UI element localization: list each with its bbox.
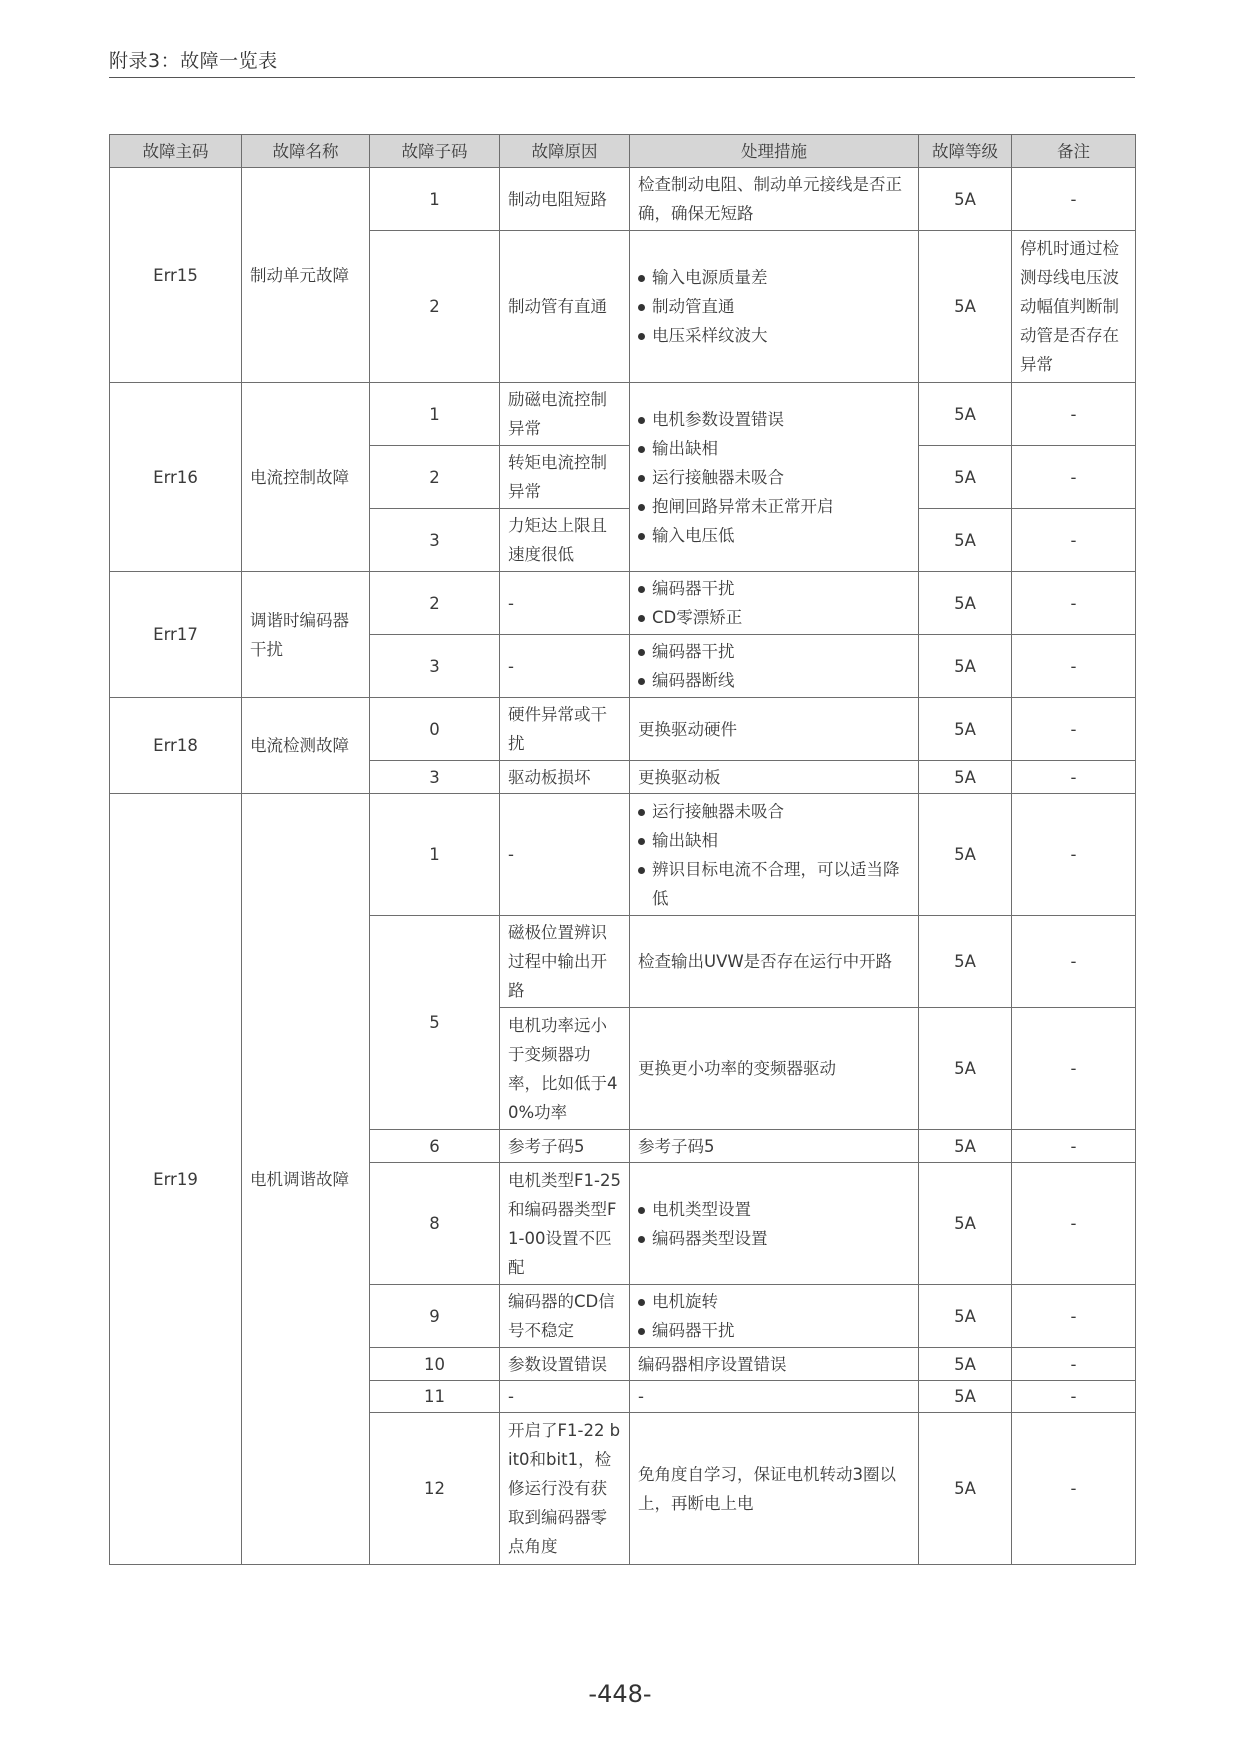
fault-cause: 参考子码5 xyxy=(500,1130,630,1163)
fault-sub-code: 2 xyxy=(370,572,500,635)
fault-sub-code: 8 xyxy=(370,1163,500,1285)
fault-sub-code: 11 xyxy=(370,1381,500,1413)
measure-item: 电压采样纹波大 xyxy=(638,321,910,350)
table-row xyxy=(110,572,1136,635)
measure-item: 输出缺相 xyxy=(638,826,910,855)
table-row xyxy=(110,383,1136,446)
fault-cause: 硬件异常或干扰 xyxy=(500,698,630,761)
fault-table xyxy=(109,134,1136,1565)
fault-sub-code: 12 xyxy=(370,1413,500,1565)
fault-remark: - xyxy=(1012,1163,1136,1285)
fault-measure: 更换驱动硬件 xyxy=(630,698,919,761)
fault-remark: - xyxy=(1012,761,1136,794)
fault-cause: - xyxy=(500,794,630,916)
fault-cause: 编码器的CD信号不稳定 xyxy=(500,1285,630,1348)
fault-level: 5A xyxy=(919,794,1012,916)
column-header: 故障等级 xyxy=(919,135,1012,168)
fault-remark: - xyxy=(1012,1413,1136,1565)
fault-name: 电机调谐故障 xyxy=(242,794,370,1565)
measure-item: 编码器断线 xyxy=(638,666,910,695)
fault-remark: - xyxy=(1012,916,1136,1008)
measure-item: 运行接触器未吸合 xyxy=(638,797,910,826)
fault-name: 电流检测故障 xyxy=(242,698,370,794)
fault-measure: 免角度自学习，保证电机转动3圈以上，再断电上电 xyxy=(630,1413,919,1565)
fault-sub-code: 2 xyxy=(370,446,500,509)
fault-cause: 开启了F1-22 bit0和bit1，检修运行没有获取到编码器零点角度 xyxy=(500,1413,630,1565)
measure-item: 制动管直通 xyxy=(638,292,910,321)
fault-level: 5A xyxy=(919,635,1012,698)
column-header: 故障子码 xyxy=(370,135,500,168)
fault-main-code: Err15 xyxy=(110,168,242,383)
fault-remark: - xyxy=(1012,1130,1136,1163)
fault-level: 5A xyxy=(919,916,1012,1008)
measure-item: 电机参数设置错误 xyxy=(638,405,910,434)
measure-item: 输入电源质量差 xyxy=(638,263,910,292)
measure-item: 编码器干扰 xyxy=(638,1316,910,1345)
fault-remark: - xyxy=(1012,1348,1136,1381)
fault-sub-code: 3 xyxy=(370,635,500,698)
fault-main-code: Err18 xyxy=(110,698,242,794)
fault-level: 5A xyxy=(919,1285,1012,1348)
fault-sub-code: 10 xyxy=(370,1348,500,1381)
column-header: 备注 xyxy=(1012,135,1136,168)
fault-remark: - xyxy=(1012,572,1136,635)
measure-item: 电机类型设置 xyxy=(638,1195,910,1224)
fault-measures xyxy=(630,572,919,635)
fault-cause: 参数设置错误 xyxy=(500,1348,630,1381)
fault-level: 5A xyxy=(919,1008,1012,1130)
column-header: 处理措施 xyxy=(630,135,919,168)
fault-level: 5A xyxy=(919,1381,1012,1413)
fault-remark: 停机时通过检测母线电压波动幅值判断制动管是否存在异常 xyxy=(1012,231,1136,383)
fault-measure: - xyxy=(630,1381,919,1413)
table-row xyxy=(110,698,1136,761)
fault-remark: - xyxy=(1012,635,1136,698)
measure-item: CD零漂矫正 xyxy=(638,603,910,632)
fault-cause: - xyxy=(500,572,630,635)
fault-remark: - xyxy=(1012,446,1136,509)
fault-sub-code: 1 xyxy=(370,383,500,446)
measure-item: 输入电压低 xyxy=(638,521,910,550)
fault-cause: - xyxy=(500,635,630,698)
fault-measure: 检查制动电阻、制动单元接线是否正确，确保无短路 xyxy=(630,168,919,231)
fault-level: 5A xyxy=(919,1413,1012,1565)
fault-cause: - xyxy=(500,1381,630,1413)
fault-measure: 检查输出UVW是否存在运行中开路 xyxy=(630,916,919,1008)
fault-level: 5A xyxy=(919,231,1012,383)
fault-sub-code: 1 xyxy=(370,168,500,231)
fault-main-code: Err19 xyxy=(110,794,242,1565)
fault-sub-code: 3 xyxy=(370,509,500,572)
table-header-row xyxy=(110,135,1136,168)
fault-remark: - xyxy=(1012,1381,1136,1413)
fault-level: 5A xyxy=(919,383,1012,446)
fault-cause: 转矩电流控制异常 xyxy=(500,446,630,509)
fault-cause: 电机类型F1-25和编码器类型F1-00设置不匹配 xyxy=(500,1163,630,1285)
fault-sub-code: 1 xyxy=(370,794,500,916)
fault-cause: 力矩达上限且速度很低 xyxy=(500,509,630,572)
header-divider xyxy=(109,77,1135,78)
fault-measure: 编码器相序设置错误 xyxy=(630,1348,919,1381)
column-header: 故障名称 xyxy=(242,135,370,168)
measure-item: 抱闸回路异常未正常开启 xyxy=(638,492,910,521)
measure-item: 辨识目标电流不合理，可以适当降低 xyxy=(638,855,910,913)
measure-item: 运行接触器未吸合 xyxy=(638,463,910,492)
fault-level: 5A xyxy=(919,572,1012,635)
fault-level: 5A xyxy=(919,761,1012,794)
fault-remark: - xyxy=(1012,794,1136,916)
fault-main-code: Err16 xyxy=(110,383,242,572)
page-number: -448- xyxy=(588,1680,652,1708)
fault-level: 5A xyxy=(919,698,1012,761)
fault-cause: 励磁电流控制异常 xyxy=(500,383,630,446)
fault-measures xyxy=(630,383,919,572)
fault-cause: 驱动板损坏 xyxy=(500,761,630,794)
fault-measures xyxy=(630,635,919,698)
fault-name: 制动单元故障 xyxy=(242,168,370,383)
measure-item: 输出缺相 xyxy=(638,434,910,463)
fault-name: 调谐时编码器干扰 xyxy=(242,572,370,698)
fault-cause: 电机功率远小于变频器功率，比如低于40%功率 xyxy=(500,1008,630,1130)
fault-cause: 制动电阻短路 xyxy=(500,168,630,231)
fault-remark: - xyxy=(1012,1285,1136,1348)
fault-measures xyxy=(630,1163,919,1285)
fault-sub-code: 3 xyxy=(370,761,500,794)
fault-measures xyxy=(630,1285,919,1348)
measure-item: 电机旋转 xyxy=(638,1287,910,1316)
fault-measures xyxy=(630,794,919,916)
fault-level: 5A xyxy=(919,509,1012,572)
fault-sub-code: 6 xyxy=(370,1130,500,1163)
fault-remark: - xyxy=(1012,168,1136,231)
fault-level: 5A xyxy=(919,1130,1012,1163)
fault-measures xyxy=(630,231,919,383)
fault-remark: - xyxy=(1012,509,1136,572)
fault-measure: 更换更小功率的变频器驱动 xyxy=(630,1008,919,1130)
page-header-title: 附录3：故障一览表 xyxy=(109,50,278,72)
measure-item: 编码器干扰 xyxy=(638,574,910,603)
fault-remark: - xyxy=(1012,383,1136,446)
fault-level: 5A xyxy=(919,446,1012,509)
fault-sub-code: 9 xyxy=(370,1285,500,1348)
measure-item: 编码器干扰 xyxy=(638,637,910,666)
fault-level: 5A xyxy=(919,1348,1012,1381)
table-row xyxy=(110,794,1136,916)
column-header: 故障原因 xyxy=(500,135,630,168)
measure-item: 编码器类型设置 xyxy=(638,1224,910,1253)
fault-sub-code: 5 xyxy=(370,916,500,1130)
fault-level: 5A xyxy=(919,168,1012,231)
fault-sub-code: 0 xyxy=(370,698,500,761)
fault-main-code: Err17 xyxy=(110,572,242,698)
fault-name: 电流控制故障 xyxy=(242,383,370,572)
fault-remark: - xyxy=(1012,1008,1136,1130)
fault-measure: 参考子码5 xyxy=(630,1130,919,1163)
fault-cause: 制动管有直通 xyxy=(500,231,630,383)
fault-remark: - xyxy=(1012,698,1136,761)
fault-measure: 更换驱动板 xyxy=(630,761,919,794)
fault-cause: 磁极位置辨识过程中输出开路 xyxy=(500,916,630,1008)
column-header: 故障主码 xyxy=(110,135,242,168)
table-row xyxy=(110,168,1136,231)
fault-sub-code: 2 xyxy=(370,231,500,383)
fault-level: 5A xyxy=(919,1163,1012,1285)
